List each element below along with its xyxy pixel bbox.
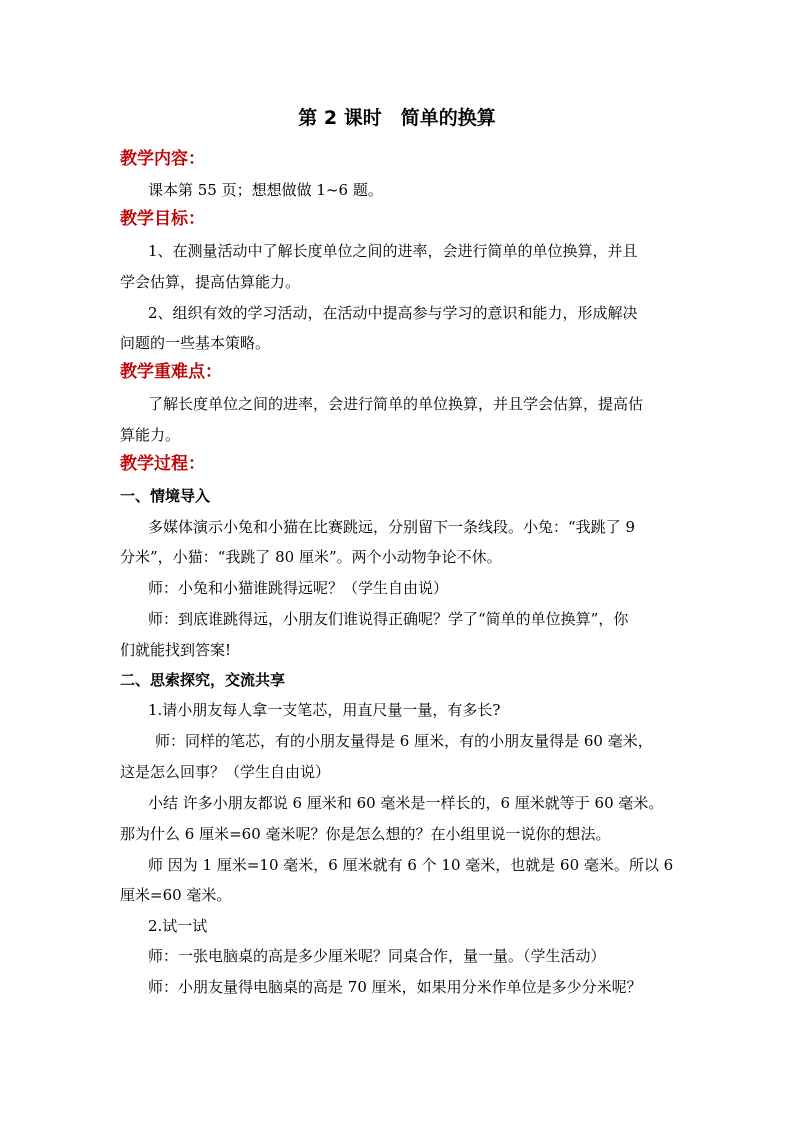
paragraph-line: 小结 许多小朋友都说 6 厘米和 60 毫米是一样长的，6 厘米就等于 60 毫米。 (148, 794, 664, 812)
paragraph-line: 厘米=60 毫米。 (120, 886, 232, 904)
paragraph-line: 分米”，小猫：“我跳了 80 厘米”。两个小动物争论不休。 (120, 548, 502, 566)
paragraph-line: 2、组织有效的学习活动，在活动中提高参与学习的意识和能力，形成解决 (148, 304, 638, 322)
paragraph-line: 师：小朋友量得电脑桌的高是 70 厘米，如果用分米作单位是多少分米呢？ (148, 978, 642, 996)
heading-teaching-goals: 教学目标： (120, 209, 205, 229)
paragraph-line: 这是怎么回事？（学生自由说） (120, 763, 331, 781)
paragraph-line: 师：到底谁跳得远，小朋友们谁说得正确呢？学了“简单的单位换算”，你 (148, 610, 629, 628)
paragraph-line: 课本第 55 页；想想做做 1~6 题。 (148, 181, 383, 199)
paragraph-line: 1.请小朋友每人拿一支笔芯，用直尺量一量，有多长? (148, 701, 501, 719)
paragraph-line: 们就能找到答案! (120, 641, 232, 659)
page-title: 第 2 课时 简单的换算 (298, 107, 496, 129)
paragraph-line: 师：一张电脑桌的高是多少厘米呢？同桌合作，量一量。（学生活动） (148, 947, 606, 965)
paragraph-line: 2.试一试 (148, 917, 208, 935)
paragraph-line: 算能力。 (120, 426, 181, 444)
paragraph-line: 问题的一些基本策略。 (120, 334, 271, 352)
paragraph-line: 多媒体演示小兔和小猫在比赛跳远，分别留下一条线段。小兔：“我跳了 9 (148, 518, 635, 536)
heading-teaching-process: 教学过程： (120, 454, 205, 474)
paragraph-line: 师：同样的笔芯，有的小朋友量得是 6 厘米，有的小朋友量得是 60 毫米， (155, 732, 653, 750)
heading-key-points: 教学重难点： (120, 362, 222, 382)
heading-teaching-content: 教学内容： (120, 149, 205, 169)
paragraph-line: 师 因为 1 厘米=10 毫米，6 厘米就有 6 个 10 毫米，也就是 60 毫米。所以 6 (148, 856, 674, 874)
paragraph-line: 了解长度单位之间的进率，会进行简单的单位换算，并且学会估算，提高估 (148, 395, 644, 413)
paragraph-line: 那为什么 6 厘米=60 毫米呢？你是怎么想的？在小组里说一说你的想法。 (120, 825, 611, 843)
paragraph-line: 师：小兔和小猫谁跳得远呢？（学生自由说） (148, 579, 449, 597)
paragraph-line: 1、在测量活动中了解长度单位之间的进率，会进行简单的单位换算，并且 (148, 242, 638, 260)
heading-part-1: 一、情境导入 (120, 487, 211, 505)
paragraph-line: 学会估算，提高估算能力。 (120, 273, 301, 291)
heading-part-2: 二、思索探究，交流共享 (120, 671, 286, 689)
